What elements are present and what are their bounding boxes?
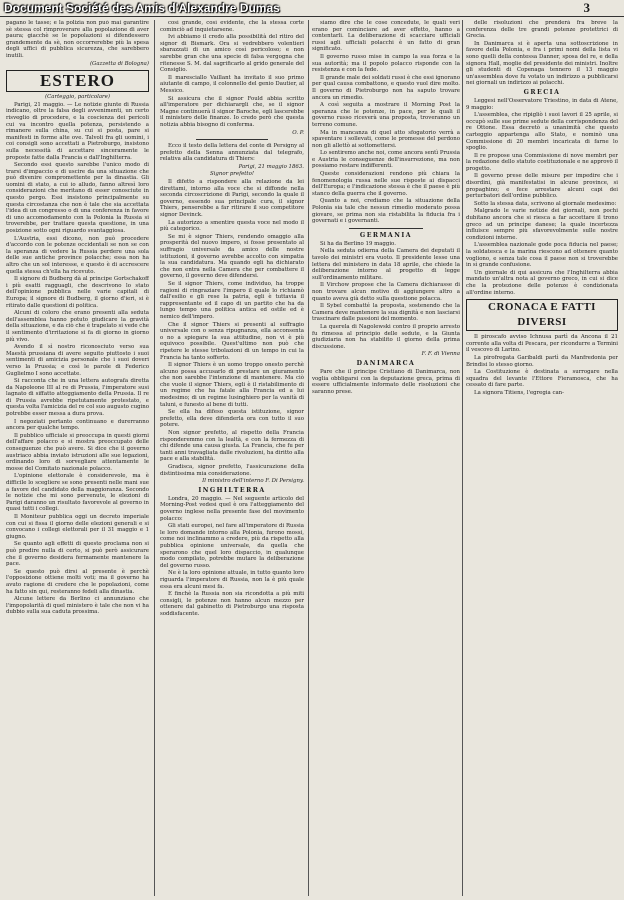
article-paragraph: Alcune lettere da Berlino ci annunziano che l'impopolarità di quel ministero è tale che non vi ha dubbio sulla sua caduta prossima. [6,596,149,616]
article-paragraph: Non signor prefetto, al rispetto della Francia risponderemmo con la lealtà, e con la fermezza di chi difende una causa giusta. La Francia, che fu per tanti anni travagliata dalle rivoluzioni, ha diritto alla pace e alla stabilità. [160,430,304,463]
article-paragraph: L'Austria, essi dicono, non può procedere d'accordo con le potenze occidentali se non se con la speranza di vedere la Russia perdere una sola delle sue antiche province polacche; essa non ha altro che un sol interesse, e questo è di accrescere quella stessa ch'ella ha ricevuto. [6,235,149,275]
separator-rule [196,139,268,140]
article-signature: O. P. [292,129,304,136]
article-paragraph: Si ha da Berlino 19 maggio. [320,240,396,247]
article-paragraph: Se questo può dirsi al presente è perchè l'opposizione ottiene molti voti; ma il governo ha avuto ragione di credere che le popolazioni, come ha fatto sin qui, resteranno fedeli alla dinastia. [6,568,149,595]
article-paragraph: Il governo prese delle misure per impedire che i disordini, già manifestatisi in alcune province, si propaghino; e fece arrestare alcuni capi dei perturbatori dell'ordine pubblico. [466,173,618,200]
article-paragraph: Il grande male dei soldati russi è che essi ignorano per qual causa combattono, e questo vuol dire molto. Il governo di Pietroburgo non ha saputo trovare ancora un rimedio. [312,74,460,101]
article-paragraph: Nella seduta odierna della Camera dei deputati il tavolo dei ministri era vuoto. Il presidente lesse una lettera del ministero in data 18 aprile, che chiede la deliberazione intorno al progetto di legge sull'ordinamento militare. [312,248,460,281]
article-paragraph: Il Moniteur pubblica oggi un decreto imperiale con cui si fissa il giorno delle elezioni generali e si convocano i collegi elettorali per il 31 maggio e 1 giugno. [6,513,149,540]
column-divider [308,20,309,896]
article-paragraph: La Costituzione è destinata a surrogare nella squadra del levante l'Ettore Fieramosca, che ha cessato di fare parte. [466,369,618,389]
separator-rule [349,228,423,229]
correspondent-note: (Carteggio, particolare) [45,94,110,101]
article-paragraph: Malgrado le varie notizie dei giornali, non pochi dubitano ancora che si riesca a far accettare il trono greco ad un principe danese; la quale incertezza influisce sempre più sfavorevolmente sulle nostre condizioni interne. [466,208,618,241]
article-paragraph: Se mi è signor Thiers, rendendo omaggio alla prosperità del nuovo impero, si fosse presentato al suffragio universale da amico delle nostre istituzioni, il governo avrebbe accolto con simpatia la sua candidatura. Ma quando egli ha dichiarato che non entra nella Camera che per combattere il governo, il governo deve difendersi. [160,233,304,280]
article-paragraph: In Danimarca si è aperta una sottoscrizione in favore della Polonia, e fra i primi nomi della lista vi sono quelli della contessa Danner, sposa del re, e della signora Hall, moglie del presidente dei ministri. Inoltre gli studenti di Copenaga tennero il 13 maggio un'assemblea dove fu votato un indirizzo a pubblicarsi nei giornali un indirizzo ai polacchi. [466,40,618,87]
section-heading-inghilterra: INGHILTERRA [198,486,266,494]
article-paragraph: Il piroscafo avviso Ichnusa partì da Ancona il 21 corrente alla volta di Pescara, per ricondurre a Termini il vescovo di Larino. [466,334,618,354]
section-heading-cronaca: CRONACA E FATTI DIVERSI [466,299,618,331]
article-signature: F. F. di Vienna [421,351,460,358]
article-paragraph: L'assemblea, che ripigliò i suoi lavori il 25 aprile, si occupò sulle sue prime sedute della corrispondenza del re Ottone. Essa decretò a unanimità che questo carteggio appartenga allo Stato, e nominò una Commissione di 20 membri incaricata di farne lo spoglio. [466,112,618,152]
article-paragraph: Secondo essi questo sarebbe l'unico modo di trarsi d'impaccio e di uscire da una situazione che può divenire compromettente per la dinastia. Gli uomini di stato, a cui io alludo, fanno altresì loro considerazioni che meritano di esser conosciute in questo pergo. Essi insistono principalmente su questa circostanza che non è tale che sia accettata l'idea di un congresso o di una conferenza in favore di uno accomodamento con la Polonia la Russia si troverebbe, per trattare questa questione, in una posizione sotto ogni riguardo svantaggiosa. [6,162,149,235]
article-paragraph: Alcuni di coloro che erano presenti alla seduta dell'assemblea hanno potuto giudicare la gravità della situazione, e da ciò che è trapelato si vede che il sentimento d'irritazione si fa di giorno in giorno più vivo. [6,310,149,343]
article-paragraph: La pirofregata Garibaldi partì da Manfredonia per Brindisi lo stesso giorno. [466,354,618,368]
article-paragraph: Pare che il principe Cristiano di Danimarca, non voglia obbligarsi con la deputazione greca, prima di essere ufficialmente informato delle risoluzioni che saranno prese. [312,368,460,395]
article-paragraph: I negoziati pertanto continuano e durerranno ancora per qualche tempo. [6,418,149,432]
column-3 [312,20,460,896]
article-paragraph: Si racconta che in una lettera autografa diretta da Napoleone III al re di Prussia, l'imperatore susi lagnato di siffatto atteggiamento della Prussia. Il re di Prussia avrebbe ripetutamente protestato, e questa volta l'amicizia del re col suo augusto cugino potrebbe esser messa a dura prova. [6,378,149,418]
article-body [312,20,460,225]
document-watermark: Document Société des Amis d'Alexandre Dumas [4,1,280,15]
column-divider [462,20,463,896]
article-paragraph: Il signor Thiers è un uomo troppo onesto perchè alcuno possa accusarlo di prestare un giuramento che non sarebbe l'intenzione di mantenere. Ma ciò che vuole il signor Thiers, egli è il ristabilimento di un regime che ha fatale alla Francia ed a lui medesimo; di un regime lusinghiero per la vanità di taluni, e funesto al bene di tutti. [160,362,304,408]
article-paragraph: Leggesi nell'Osservatore Triestino, in data di Atene, 9 maggio: [466,97,618,111]
article-paragraph: Un giornale di qui assicura che l'Inghilterra abbia mandato un'altra nota al governo greco, in cui si dice che la protezione delle potenze è condizionata all'ordine interno. [466,269,618,296]
article-paragraph: Il difetto a rispondere alla relazione da lei direttami, intorno alla voce che si diffonde nella seconda circoscrizione di Parigi, secondo la quale il governo, essendo sua principale cura, il signor Thiers, penserebbe a far ritirare il suo competitore signor Devinck. [160,179,304,219]
article-paragraph: La autorizzo a smentire questa voce nel modo il più categorico. [160,219,304,233]
article-paragraph: Il Virchow propose che la Camera dichiarasse di non trovare alcun motivo di aggiungere altro a quanto aveva già detto sulla questione polacca. [312,282,460,302]
article-paragraph: Ivi abbiamo il credo alla possibilità del ritiro del signor di Bismark. Ora si vedrebbero volentieri sbarazzati di un amico così pericoloso; e non sarebbe gran che una specie di falsa vergogna che ritenesse S. M. dal sagrificarlo al grido generale del Consiglio. [160,34,304,74]
letter-salutation: Signor prefetto! [209,171,255,178]
article-paragraph: siamo dire che le cose concedute, le quali veri erano per cominciare ad aver effetto, hanno a contentarli. La deliberazione di scacciare ufficiali russi agli ufficiali polacchi è un fatto di gran significato. [312,20,460,53]
article-paragraph: Quanto a noi, crediamo che la situazione della Polonia sia tale che nessun rimedio moderato possa giovare, se prima non sia ristabilita la fiducia fra i governati e i governanti. [312,198,460,225]
section-heading-grecia: GRECIA [523,88,561,96]
section-heading-germania: GERMANIA [359,231,413,239]
article-paragraph: Parigi, 21 maggio. — Le notizie giunte di Russia indicano, oltre la falsa degli avvenimenti, un certo risveglio di procedere, e la coscienza dei pericoli cui va incontro quella potenza, persistendo a rimanere sulla china, su cui si posta, pare si manifesti in forme alte ove. Talvoli fra gli uomini, i coi consigli sono accettati a Pietroburgo, insistono sulla necessità di accettare sinceramente le proposte fatte dalla Francia e dall'Inghilterra. [6,101,149,161]
page-number: 3 [583,0,590,15]
article-paragraph: Se ella ha difeso questa istituzione, signor prefetto, ella deve difenderla ora con tutto il suo potere. [160,409,304,429]
article-body [312,241,460,351]
article-paragraph: Il governo russo mise in campo la sua forza e la sua autorità; ma il popolo polacco risponde con la resistenza e con la fede. [312,53,460,74]
column-2 [160,20,304,896]
article-paragraph: E finchè la Russia non sia ricondotta a più miti consigli, le potenze non hanno alcun mezzo per ottenere dal gabinetto di Pietroburgo una risposta soddisfacente. [160,591,304,617]
column-4 [466,20,618,896]
article-body [160,496,304,618]
article-paragraph: Il Sybel combatté la proposta, sostenendo che la Camera deve mantenere la sua dignità e non lasciarsi trascinare dalle passioni del momento. [312,303,460,323]
letter-body [160,179,304,477]
article-paragraph: Si assicura che il signor Fould abbia scritto all'imperatore per dichiarargli che, se il signor Magne continuerà il signor Baroche, egli lascerebbe il ministero delle finanze. Io credo però che questa notizia abbia bisogno di conferma. [160,95,304,128]
article-paragraph: Se il signor Thiers, come individuo, ha troppe ragioni di ringraziare l'impero il quale lo richiamò dall'esilio e gli rese la patria, egli è tuttavia il rappresentante ed il capo di un partito che ha da lungo tempo una politica antica ed ostile ed è nemico dell'impero. [160,280,304,320]
letter-signature: Il ministro dell'interno F. Di Persigny. [202,478,304,485]
article-paragraph: Che il signor Thiers si presenti al suffragio universale con o senza ripugnanza, ella acconsenta o no a spiegare la sua attitudine, non vi è più equivoco possibile. Quest'ultimo non può che ripetere le stesse tribolazioni di un tempo in cui la Francia ha tanto sofferto. [160,321,304,361]
article-body [6,102,149,616]
article-paragraph: Ma in mancanza di quel atto sfogatorio verrà a spaventare i sollevati, come le promesse del perdono non gli allettò ai sottomettersi. [312,129,460,149]
page-header [0,0,624,17]
section-heading-estero: ESTERO [6,70,149,92]
article-paragraph: Sotto la stessa data, scrivono al giornale medesimo: [474,200,617,207]
article-paragraph: Gradisca, signor prefetto, l'assicurazione della distintissima mia considerazione. [160,464,304,477]
article-paragraph: La querela di Nagolewski contro il proprio arresto fu rimessa al principio delle sedute, e la Giunta giudiziaria non ha stabilito il giorno della prima discussione. [312,323,460,350]
article-paragraph: Gli stati europei, nel fare all'imperatore di Russia le loro domande intorno alla Polonia, furono mossi, come noi inclinammo a credere, più da rispetto alla pubblica opinione universale, da quella che sperarono che quel loro dispaccio, in qualunque modo compilato, potrebbe mutare la deliberazione del governo russo. [160,523,304,569]
letter-date: Parigi, 21 maggio 1863. [238,163,304,170]
article-paragraph: così grande, così evidente, che la stessa corte cominciò ad inquietarsene. [160,20,304,33]
article-paragraph: pagano le tasse; e la polizia non può mai garantire sè stessa col rimproverare alla popolazione di aver paura; giacchè se le popolazioni si difendessero grandemente da sè, non occorrerebbe più la spesa degli uffici di pubblica sicurezza, che sarebbero inutili. [6,20,149,59]
article-paragraph: L'opinione elettorale è considerevole, ma è difficile lo scegliere se sono presenti nelle mani sue a favore del candidato della maggioranza. Secondo le notizie che mi sono pervenute, le elezioni di Parigi daranno un risultato favorevole al governo in quasi tutti i collegi. [6,473,149,513]
article-paragraph: Avendo il sì nostro riconosciuto verso sua Maestà prussiana di avere seguito piuttosto i suoi sentimenti di amicizia personale che i suoi doveri verso la Prussia; e così le parole di Federico Guglielmo I sono accettate. [6,344,149,377]
article-paragraph: Il pubblico ufficiale si preoccupa in questi giorni dell'affare polacco e si mostra preoccupato delle conseguenze che può avere. Si dice che il governo austriaco abbia inviato istruzioni alle sue legazioni, ordinando loro di sorvegliare attentamente le mosse del Comitato nazionale polacco. [6,432,149,472]
article-paragraph: L'assemblea nazionale gode poca fiducia nel paese; la soldatesca e la marina riescono ad ottenere quanto vogliono, e senza tale cosa il paese non si troverebbe in sì grande confusione. [466,242,618,269]
article-body [466,98,618,296]
article-source: (Gazzetta di Bologna) [89,60,149,67]
article-paragraph: Il signore di Budberg dà al principe Gortschakoff i più esatti ragguagli, che descrivono lo stato dell'opinione pubblica nelle varie capitali di Europa; il signore di Budberg, il giorno d'ieri, si è ritirato dalle questioni di politica. [6,276,149,309]
article-paragraph: A così seguita a mostrare il Morning Post la speranza che le potenze, in pace, per le quali il governo russo riceverà una proposta, troveranno un terreno comune. [312,102,460,128]
section-heading-danimarca: DANIMARCA [356,359,416,367]
article-paragraph: Londra, 20 maggio. — Nel seguente articolo del Morning-Post vedesi quel è ora l'atteggiamento del governo inglese nella presente fase del movimento polacco: [160,495,304,522]
article-paragraph: La signora Titiens, l'egregia can- [474,389,564,396]
article-paragraph: Lo sentiremo anche noi, come ancora sentì Prussia e Austria le conseguenze dell'insurrezione, ma non possiamo restare indifferenti. [312,150,460,170]
article-paragraph: Il maresciallo Vaillant ha invitato il suo primo aiutante di campo, il colonnello del genio Dautier, al Messico. [160,74,304,94]
column-1 [6,20,149,896]
article-paragraph: delle risoluzioni che prenderà fra breve la conferenza delle tre grandi potenze protettrici di Grecia. [466,20,618,40]
article-paragraph: Ne è la loro opinione attuale, in tutto quanto loro riguarda l'imperatore di Russia, non la è più quale essa era alcuni mesi fa. [160,570,304,590]
article-body [466,20,618,87]
letter-intro: Ecco il testo della lettera del conte di Persigny al prefetto della Senna annunziata dal telegrafo, relativa alla candidatura di Thiers: [160,143,304,163]
article-paragraph: Se quanto agli effetti di questo proclama non si può predire nulla di certo, si può però assicurare che il governo desidera fermamente mantenere la pace. [6,541,149,568]
article-body [466,334,618,396]
article-body [312,369,460,395]
article-paragraph: Queste considerazioni rendono più chiara la fenomenologia russa nelle sue risposte ai dispacci dell'Europa; e l'indicazione stessa è che il paese è più stanco della guerra che il governo. [312,171,460,197]
article-body [160,20,304,129]
article-paragraph: Il re propose una Commissione di nove membri per la redazione dello statuto costituzionale e ne approvò il progetto. [466,152,618,172]
column-divider [154,20,155,896]
